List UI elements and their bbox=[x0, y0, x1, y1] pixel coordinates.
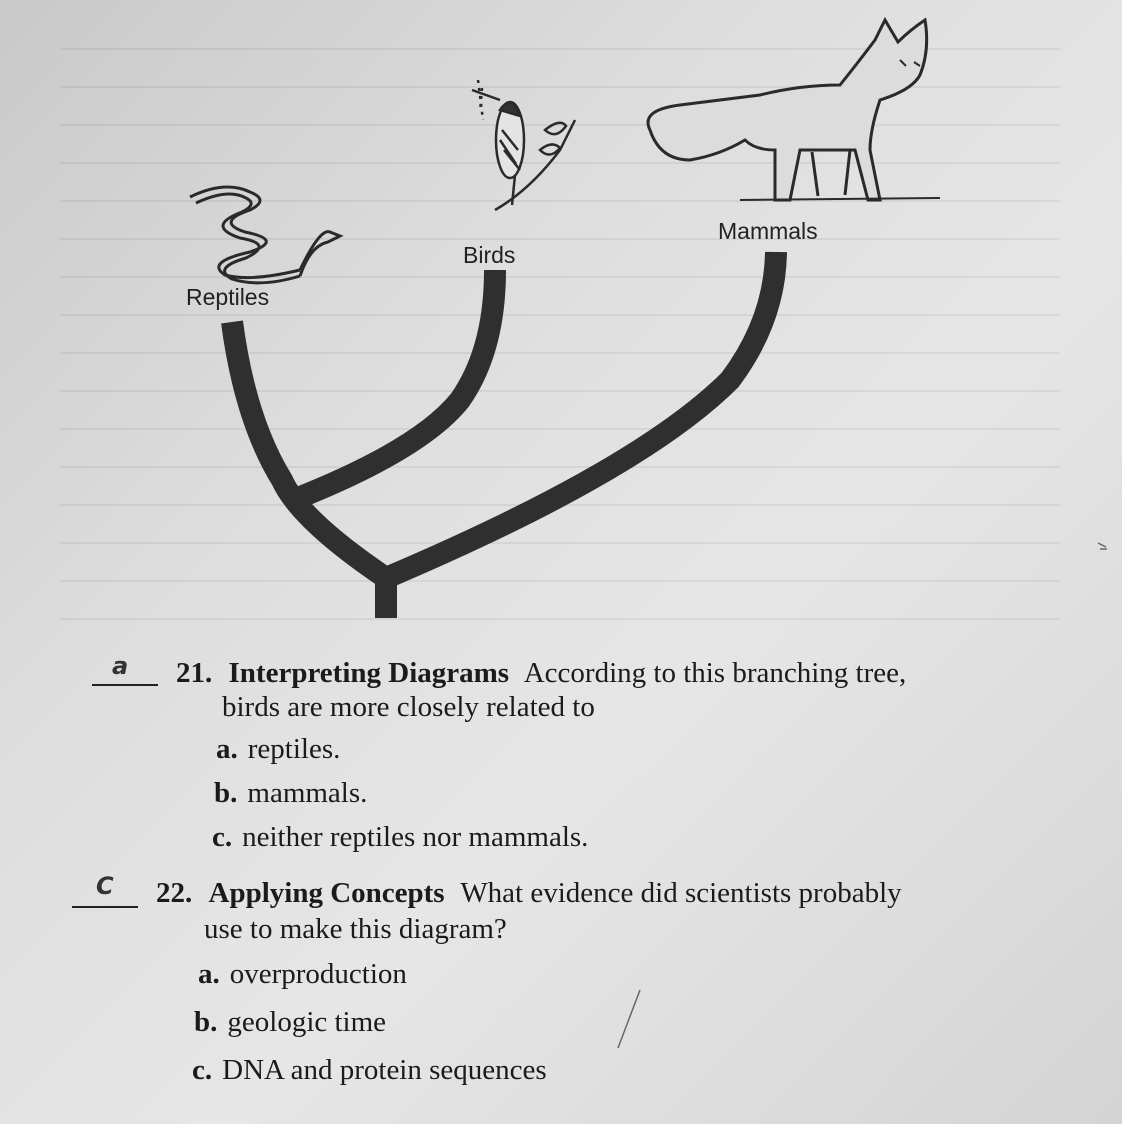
question-22-number: 22. bbox=[156, 877, 193, 909]
option-text: geologic time bbox=[227, 1006, 387, 1038]
handwritten-answer-21: a bbox=[112, 652, 129, 680]
option-letter: a. bbox=[216, 733, 238, 765]
question-21-text-line2: birds are more closely related to bbox=[222, 691, 595, 723]
question-22-option-b[interactable] bbox=[194, 1006, 386, 1039]
option-letter: b. bbox=[214, 777, 238, 809]
birds-label: Birds bbox=[463, 242, 516, 268]
option-text: overproduction bbox=[229, 958, 407, 990]
branch-birds bbox=[293, 270, 495, 500]
option-letter: c. bbox=[192, 1054, 213, 1086]
snake-illustration bbox=[190, 187, 340, 283]
branch-reptiles bbox=[232, 322, 386, 578]
answer-blank-21[interactable] bbox=[92, 684, 158, 686]
question-22-text-line2: use to make this diagram? bbox=[204, 913, 507, 945]
question-21-option-a[interactable] bbox=[216, 733, 340, 766]
option-letter: c. bbox=[212, 821, 233, 853]
question-22-line1 bbox=[156, 876, 911, 910]
handwritten-answer-22: C bbox=[96, 872, 114, 900]
option-text: mammals. bbox=[247, 777, 368, 809]
option-text: DNA and protein sequences bbox=[222, 1054, 547, 1086]
question-21-line1 bbox=[176, 656, 915, 690]
question-22-text-line1: What evidence did scientists probably bbox=[460, 877, 902, 909]
option-letter: b. bbox=[194, 1006, 218, 1038]
fox-illustration bbox=[648, 20, 940, 200]
question-22-option-a[interactable] bbox=[198, 958, 407, 991]
option-letter: a. bbox=[198, 958, 220, 990]
question-21-option-c[interactable] bbox=[212, 821, 588, 854]
option-text: neither reptiles nor mammals. bbox=[242, 821, 589, 853]
woodpecker-illustration bbox=[472, 80, 575, 210]
option-text: reptiles. bbox=[247, 733, 341, 765]
question-21-option-b[interactable] bbox=[214, 777, 367, 810]
mammals-label: Mammals bbox=[718, 218, 818, 244]
answer-blank-22[interactable] bbox=[72, 906, 138, 908]
question-22-option-c[interactable] bbox=[192, 1054, 547, 1087]
reptiles-label: Reptiles bbox=[186, 284, 270, 310]
question-21-text-line1: According to this branching tree, bbox=[523, 657, 907, 689]
question-21-title: Interpreting Diagrams bbox=[228, 657, 510, 689]
question-22-title: Applying Concepts bbox=[208, 877, 445, 909]
question-21-number: 21. bbox=[176, 657, 213, 689]
